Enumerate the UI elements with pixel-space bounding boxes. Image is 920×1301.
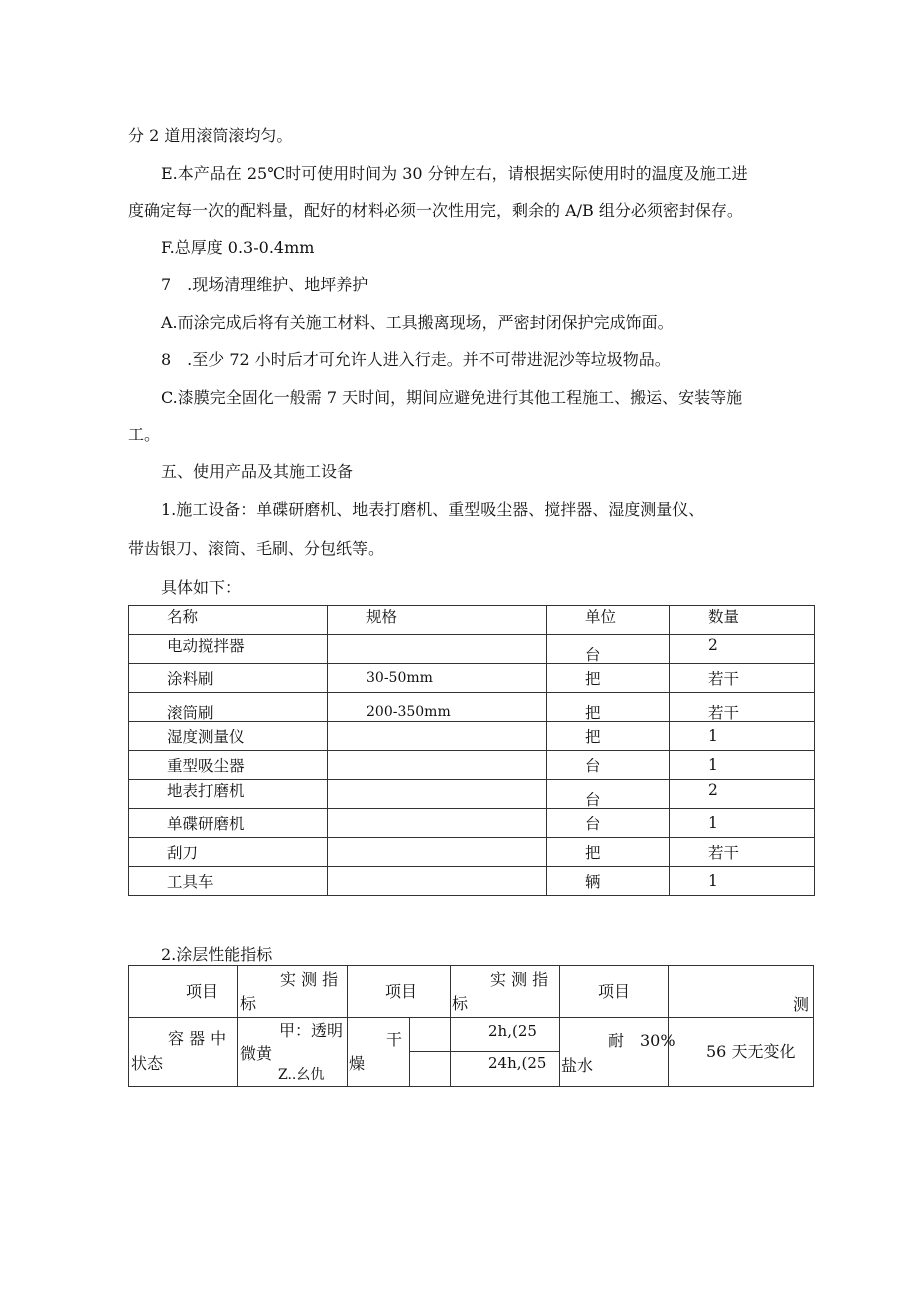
perf-header-item: 项目 [186,982,219,1001]
paragraph-section-8: 8 .至少 72 小时后才可允许人进入行走。并不可带进泥沙等垃圾物品。 [161,350,671,369]
cell-name: 涂料刷 [129,664,328,693]
cell-name: 工具车 [129,867,328,896]
cell-spec [328,809,547,838]
cell-spec [328,780,547,809]
cell-name: 湿度测量仪 [129,722,328,751]
perf-header-item: 项目 [385,982,418,1001]
cell-qty: 若干 [670,664,815,693]
perf-cell-salt: 耐 30% [608,1031,676,1050]
cell-spec [328,635,547,664]
perf-header-item: 项目 [598,982,631,1001]
table-row [129,780,815,809]
cell-unit: 把 [547,664,670,693]
cell-unit: 把 [547,722,670,751]
cell-qty: 2 [670,780,815,809]
table-header-row [129,606,815,635]
table-border-right [813,965,814,1087]
cell-spec [328,838,547,867]
paragraph-coating: 分 2 道用滚筒滚均匀。 [128,126,293,145]
perf-cell-dry-2h: 2h,(25 [488,1022,537,1040]
cell-spec [328,722,547,751]
section-heading-performance: 2.涂层性能指标 [161,945,273,964]
paragraph-pot-life-cont: 度确定每一次的配料量，配好的材料必须一次性用完，剩余的 A/B 组分必须密封保存。 [128,201,743,220]
cell-unit: 台 [547,635,670,664]
cell-unit: 台 [547,751,670,780]
header-unit: 单位 [547,606,670,635]
col-divider [409,1017,410,1087]
table-border-left [128,965,129,1087]
perf-cell-dry: 干 [386,1030,403,1049]
paragraph-equipment: 1.施工设备：单碟研磨机、地表打磨机、重型吸尘器、搅拌器、湿度测量仪、 [161,500,705,519]
paragraph-pot-life: E.本产品在 25℃时可使用时间为 30 分钟左右，请根据实际使用时的温度及施工进 [161,164,748,183]
table-row [129,751,815,780]
col-divider [347,965,348,1087]
cell-qty: 1 [670,722,815,751]
cell-unit: 辆 [547,867,670,896]
perf-cell-value-b: Z..幺仇 [278,1067,325,1083]
perf-header-measured: 测 [793,995,810,1014]
col-divider [668,965,669,1087]
perf-cell-container-state: 容 器 中 [168,1029,227,1048]
cell-qty: 若干 [670,838,815,867]
cell-qty: 1 [670,809,815,838]
perf-header-measured-cont: 标 [240,994,257,1013]
cell-unit: 台 [547,809,670,838]
cell-name: 地表打磨机 [129,780,328,809]
equipment-table [128,605,815,896]
row-divider [128,1017,814,1018]
perf-header-measured: 实 测 指 [490,970,549,989]
cell-unit: 把 [547,838,670,867]
cell-name: 重型吸尘器 [129,751,328,780]
cell-qty: 若干 [670,693,815,722]
perf-cell-value-a: 甲：透明 [279,1021,344,1040]
perf-header-measured-cont: 标 [452,994,469,1013]
perf-cell-dry-24h: 24h,(25 [488,1054,547,1072]
paragraph-thickness: F.总厚度 0.3-0.4mm [161,238,315,257]
perf-cell-value-a-cont: 微黄 [240,1044,273,1063]
perf-cell-container-state-cont: 状态 [131,1054,164,1073]
paragraph-cleanup: A.而涂完成后将有关施工材料、工具搬离现场，严密封闭保护完成饰面。 [161,313,674,332]
cell-unit: 把 [547,693,670,722]
table-border-top [128,965,814,966]
cell-name: 单碟研磨机 [129,809,328,838]
table-row [129,867,815,896]
table-row [129,664,815,693]
table-row [129,635,815,664]
performance-table [128,965,814,1087]
cell-qty: 1 [670,867,815,896]
cell-spec [328,867,547,896]
cell-unit: 台 [547,780,670,809]
section-heading-5: 五、使用产品及其施工设备 [161,462,354,481]
cell-spec: 200-350mm [328,693,547,722]
cell-spec [328,751,547,780]
header-spec: 规格 [328,606,547,635]
table-row [129,722,815,751]
paragraph-section-7: 7 .现场清理维护、地坪养护 [161,275,369,294]
cell-qty: 1 [670,751,815,780]
col-divider [559,965,560,1087]
table-row [129,838,815,867]
cell-name: 电动搅拌器 [129,635,328,664]
perf-cell-salt-result: 56 天无变化 [706,1042,796,1061]
cell-name: 刮刀 [129,838,328,867]
table-border-bottom [128,1086,814,1087]
col-divider [237,965,238,1087]
cell-qty: 2 [670,635,815,664]
paragraph-equipment-cont: 带齿银刀、滚筒、毛刷、分包纸等。 [128,539,385,558]
table-row [129,693,815,722]
header-qty: 数量 [670,606,815,635]
header-name: 名称 [129,606,328,635]
cell-spec: 30-50mm [328,664,547,693]
cell-name: 滚筒刷 [129,693,328,722]
perf-cell-salt-cont: 盐水 [561,1056,594,1075]
paragraph-curing: C.漆膜完全固化一般需 7 天时间，期间应避免进行其他工程施工、搬运、安装等施 [161,388,743,407]
paragraph-details: 具体如下： [161,578,242,597]
table-row [129,809,815,838]
cell-split [409,1051,559,1052]
col-divider [450,965,451,1087]
paragraph-curing-cont: 工。 [128,425,161,444]
perf-cell-dry-cont: 燥 [349,1054,366,1073]
perf-header-measured: 实 测 指 [280,970,339,989]
